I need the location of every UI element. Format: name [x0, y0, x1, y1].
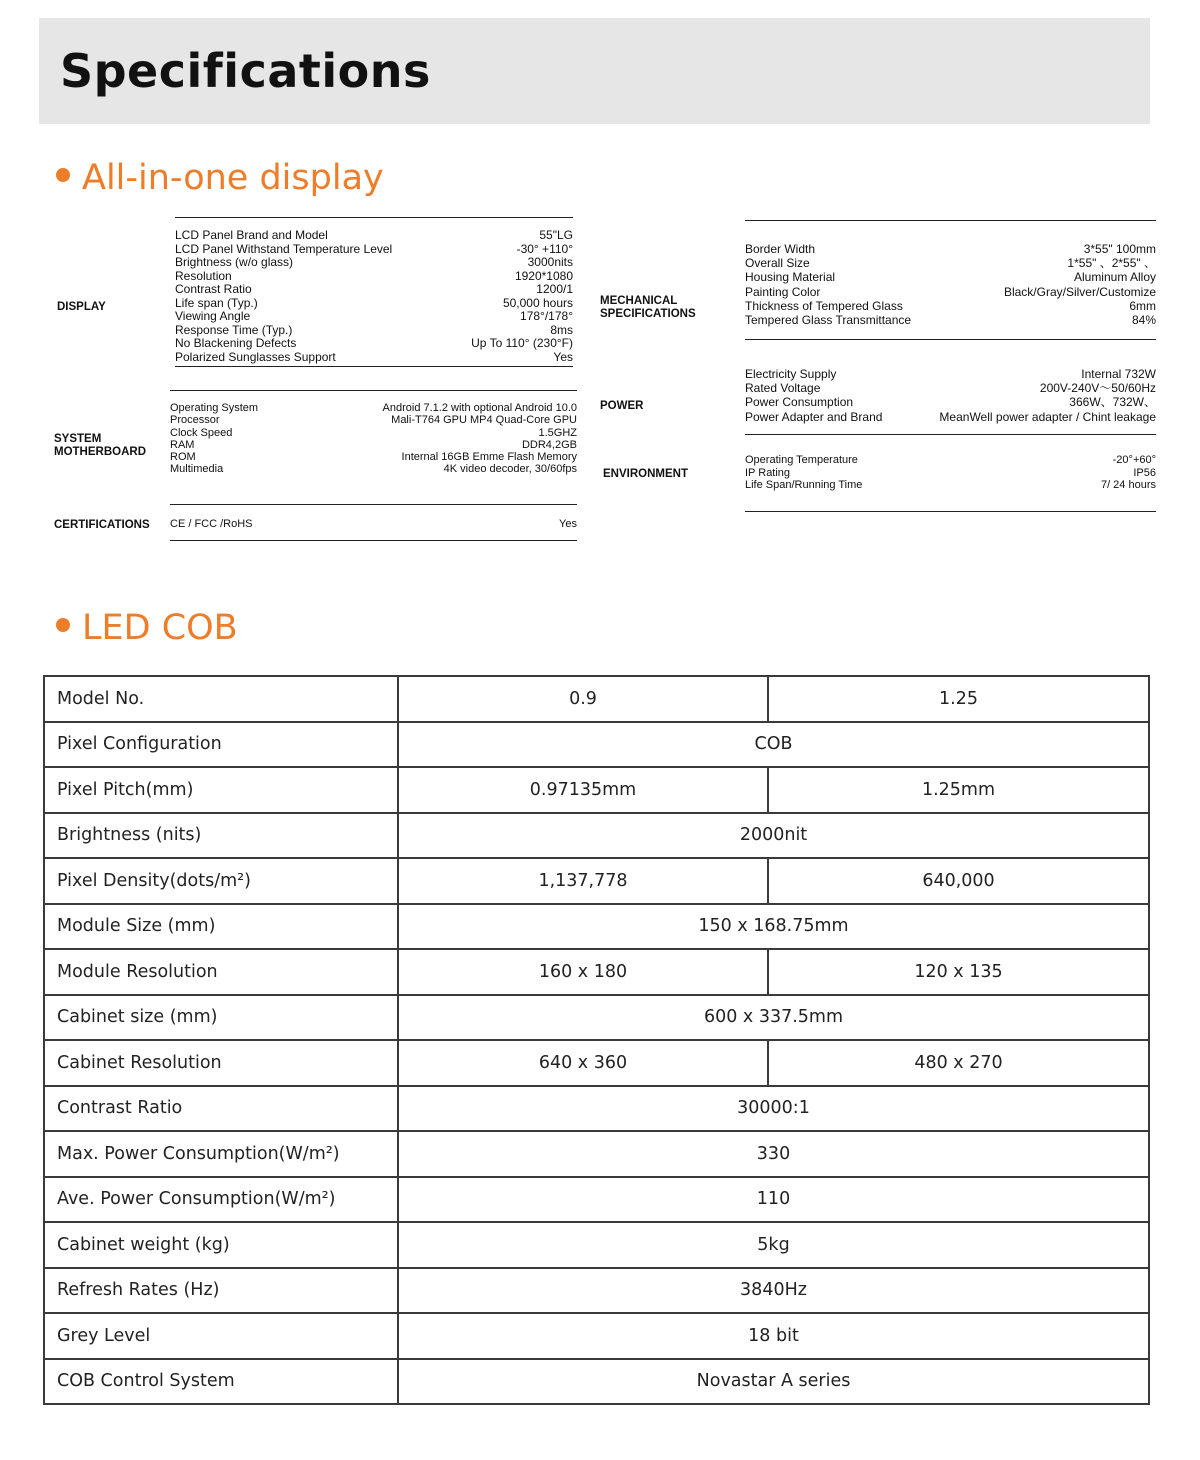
spec-row: [175, 324, 573, 338]
spec-value: -30° +110°: [516, 241, 573, 256]
section-title-led: [56, 608, 238, 648]
spec-value: IP56: [1133, 466, 1156, 479]
spec-row: [745, 270, 1156, 284]
row-value: 110: [398, 1177, 1149, 1223]
spec-row: [170, 518, 577, 531]
spec-key: Response Time (Typ.): [175, 322, 293, 337]
spec-value: 366W、732W、: [1069, 395, 1156, 410]
spec-key: Operating System: [170, 402, 259, 414]
row-value: Novastar A series: [398, 1359, 1149, 1405]
row-value: 2000nit: [398, 813, 1149, 859]
divider: [745, 511, 1156, 512]
row-label: Brightness (nits): [44, 813, 398, 859]
group-label-certifications: CERTIFICATIONS: [54, 519, 150, 531]
row-label: Grey Level: [44, 1313, 398, 1359]
spec-value: Android 7.1.2 with optional Android 10.0: [382, 402, 577, 414]
table-row: [44, 767, 1149, 813]
row-label: Module Size (mm): [44, 904, 398, 950]
spec-key: Electricity Supply: [745, 367, 837, 381]
table-row: [44, 1131, 1149, 1177]
group-label-line: MECHANICAL: [600, 295, 678, 307]
bullet-dot-icon: [56, 168, 70, 182]
table-row: [44, 1359, 1149, 1405]
spec-value: Up To 110° (230°F): [471, 336, 573, 350]
table-row: [44, 1313, 1149, 1359]
spec-value: 178°/178°: [520, 309, 573, 323]
spec-value: DDR4,2GB: [521, 438, 577, 451]
spec-key: Viewing Angle: [175, 309, 251, 323]
row-value: 0.97135mm: [398, 767, 768, 813]
spec-row: [745, 367, 1156, 381]
spec-row: [745, 285, 1156, 299]
spec-value: 7/ 24 hours: [1100, 479, 1156, 491]
row-value: 150 x 168.75mm: [398, 904, 1149, 950]
divider: [745, 434, 1156, 435]
spec-row: [745, 299, 1156, 313]
divider: [175, 217, 573, 218]
row-label: Cabinet Resolution: [44, 1040, 398, 1086]
spec-value: 1200/1: [536, 282, 573, 296]
table-row: [44, 676, 1149, 722]
spec-value: Internal 16GB Emme Flash Memory: [401, 451, 577, 464]
spec-key: Overall Size: [745, 256, 810, 271]
row-value: 640 x 360: [398, 1040, 768, 1086]
spec-key: Brightness (w/o glass): [175, 255, 294, 269]
spec-key: ROM: [170, 451, 196, 464]
spec-key: Power Consumption: [745, 395, 854, 410]
row-value: 1.25: [768, 676, 1149, 722]
divider: [170, 540, 577, 541]
row-label: Max. Power Consumption(W/m²): [44, 1131, 398, 1177]
spec-row: [175, 256, 573, 270]
row-label: Cabinet size (mm): [44, 995, 398, 1041]
spec-key: IP Rating: [745, 466, 791, 479]
row-value: 0.9: [398, 676, 768, 722]
row-label: COB Control System: [44, 1359, 398, 1405]
spec-block-motherboard: [170, 390, 577, 505]
spec-rows: [745, 367, 1156, 424]
spec-key: LCD Panel Brand and Model: [175, 228, 328, 242]
spec-key: Processor: [170, 414, 220, 427]
spec-value: 50,000 hours: [502, 295, 573, 310]
spec-row: [170, 402, 577, 414]
spec-value: 6mm: [1129, 298, 1156, 313]
row-value: 30000:1: [398, 1086, 1149, 1132]
spec-row: [170, 414, 577, 426]
table-row: [44, 1177, 1149, 1223]
row-label: Contrast Ratio: [44, 1086, 398, 1132]
spec-key: Operating Temperature: [745, 454, 858, 466]
spec-row: [745, 410, 1156, 424]
spec-value: 200V-240V～50/60Hz: [1039, 381, 1156, 396]
group-label-power: POWER: [600, 400, 644, 412]
spec-block-certifications: [170, 505, 577, 542]
table-row: [44, 1268, 1149, 1314]
spec-block-display: [175, 217, 573, 367]
spec-value: 84%: [1131, 313, 1156, 328]
spec-row: [745, 467, 1156, 480]
spec-row: [745, 256, 1156, 270]
group-label-display: DISPLAY: [57, 301, 106, 313]
row-value: 3840Hz: [398, 1268, 1149, 1314]
row-value: 1.25mm: [768, 767, 1149, 813]
table-row: [44, 813, 1149, 859]
table-row: [44, 1222, 1149, 1268]
spec-row: [170, 451, 577, 463]
spec-value: 4K video decoder, 30/60fps: [443, 463, 577, 476]
section-title-aio-text: All-in-one display: [82, 158, 384, 198]
row-label: Pixel Configuration: [44, 722, 398, 768]
spec-key: Power Adapter and Brand: [745, 409, 883, 424]
spec-value: 1*55" 、2*55" 、: [1067, 256, 1156, 271]
spec-key: Tempered Glass Transmittance: [745, 313, 912, 328]
spec-value: MeanWell power adapter / Chint leakage: [939, 409, 1156, 424]
spec-row: [745, 313, 1156, 327]
spec-key: Polarized Sunglasses Support: [175, 349, 336, 364]
row-value: COB: [398, 722, 1149, 768]
spec-row: [745, 395, 1156, 409]
spec-row: [175, 283, 573, 297]
spec-row: [175, 243, 573, 257]
row-value: 600 x 337.5mm: [398, 995, 1149, 1041]
table-row: [44, 722, 1149, 768]
group-label-line: MOTHERBOARD: [54, 446, 146, 458]
table-row: [44, 949, 1149, 995]
spec-value: Black/Gray/Silver/Customize: [1003, 284, 1156, 299]
group-label-line: SPECIFICATIONS: [600, 308, 696, 320]
spec-key: RAM: [170, 438, 195, 451]
row-label: Pixel Density(dots/m²): [44, 858, 398, 904]
spec-block-environment: [745, 445, 1156, 512]
header-banner: [39, 18, 1150, 124]
group-label-environment: ENVIRONMENT: [603, 468, 688, 480]
spec-row: [175, 229, 573, 243]
spec-value: Yes: [553, 349, 573, 364]
spec-row: [745, 242, 1156, 256]
table-row: [44, 1086, 1149, 1132]
spec-row: [745, 454, 1156, 467]
spec-key: Multimedia: [170, 463, 224, 476]
group-label-line: SYSTEM: [54, 433, 102, 445]
table-row: [44, 904, 1149, 950]
spec-key: Housing Material: [745, 270, 836, 285]
spec-row: [170, 463, 577, 475]
spec-block-power: [745, 355, 1156, 435]
spec-key: CE / FCC /RoHS: [170, 518, 253, 530]
spec-key: Border Width: [745, 242, 816, 256]
row-value: 1,137,778: [398, 858, 768, 904]
bullet-dot-icon: [56, 618, 70, 632]
row-label: Module Resolution: [44, 949, 398, 995]
spec-rows: [745, 454, 1156, 492]
spec-key: Rated Voltage: [745, 381, 821, 396]
table-row: [44, 1040, 1149, 1086]
row-value: 330: [398, 1131, 1149, 1177]
page-title: Specifications: [60, 44, 431, 98]
spec-key: Resolution: [175, 268, 232, 283]
spec-key: LCD Panel Withstand Temperature Level: [175, 241, 393, 256]
divider: [745, 339, 1156, 340]
spec-row: [170, 427, 577, 439]
section-title-led-text: LED COB: [82, 608, 238, 648]
row-value: 480 x 270: [768, 1040, 1149, 1086]
spec-row: [745, 381, 1156, 395]
row-value: 120 x 135: [768, 949, 1149, 995]
table-row: [44, 995, 1149, 1041]
spec-key: Thickness of Tempered Glass: [745, 298, 903, 313]
row-label: Pixel Pitch(mm): [44, 767, 398, 813]
section-title-aio: [56, 158, 384, 198]
row-label: Model No.: [44, 676, 398, 722]
spec-row: [175, 337, 573, 351]
row-value: 18 bit: [398, 1313, 1149, 1359]
spec-value: Mali-T764 GPU MP4 Quad-Core GPU: [391, 414, 577, 427]
spec-rows: [170, 402, 577, 476]
spec-value: Aluminum Alloy: [1073, 270, 1156, 285]
row-value: 5kg: [398, 1222, 1149, 1268]
spec-rows: [170, 518, 577, 531]
row-label: Cabinet weight (kg): [44, 1222, 398, 1268]
spec-value: -20°+60°: [1112, 454, 1156, 466]
spec-value: 1.5GHZ: [538, 426, 577, 439]
spec-key: Life Span/Running Time: [745, 479, 863, 491]
divider: [175, 366, 573, 367]
spec-row: [170, 439, 577, 451]
led-cob-spec-table: [43, 675, 1150, 1405]
spec-row: [175, 310, 573, 324]
spec-row: [745, 479, 1156, 492]
row-label: Ave. Power Consumption(W/m²): [44, 1177, 398, 1223]
row-label: Refresh Rates (Hz): [44, 1268, 398, 1314]
spec-value: 8ms: [550, 322, 573, 337]
spec-key: Contrast Ratio: [175, 282, 252, 296]
row-value: 640,000: [768, 858, 1149, 904]
spec-rows: [745, 242, 1156, 327]
spec-key: Clock Speed: [170, 426, 233, 439]
spec-row: [175, 270, 573, 284]
divider: [170, 390, 577, 391]
group-label-motherboard: [54, 433, 146, 459]
spec-row: [175, 297, 573, 311]
spec-value: 1920*1080: [514, 268, 573, 283]
spec-row: [175, 351, 573, 365]
spec-value: Yes: [559, 518, 577, 530]
spec-key: Painting Color: [745, 284, 821, 299]
spec-key: No Blackening Defects: [175, 336, 297, 350]
spec-value: Internal 732W: [1081, 367, 1156, 381]
group-label-mechanical: [600, 295, 696, 321]
row-value: 160 x 180: [398, 949, 768, 995]
table-row: [44, 858, 1149, 904]
spec-value: 3*55" 100mm: [1083, 242, 1156, 256]
spec-value: 55"LG: [539, 228, 573, 242]
spec-block-mechanical: [745, 220, 1156, 340]
divider: [745, 220, 1156, 221]
spec-key: Life span (Typ.): [175, 295, 258, 310]
spec-value: 3000nits: [527, 255, 573, 269]
spec-rows: [175, 229, 573, 364]
